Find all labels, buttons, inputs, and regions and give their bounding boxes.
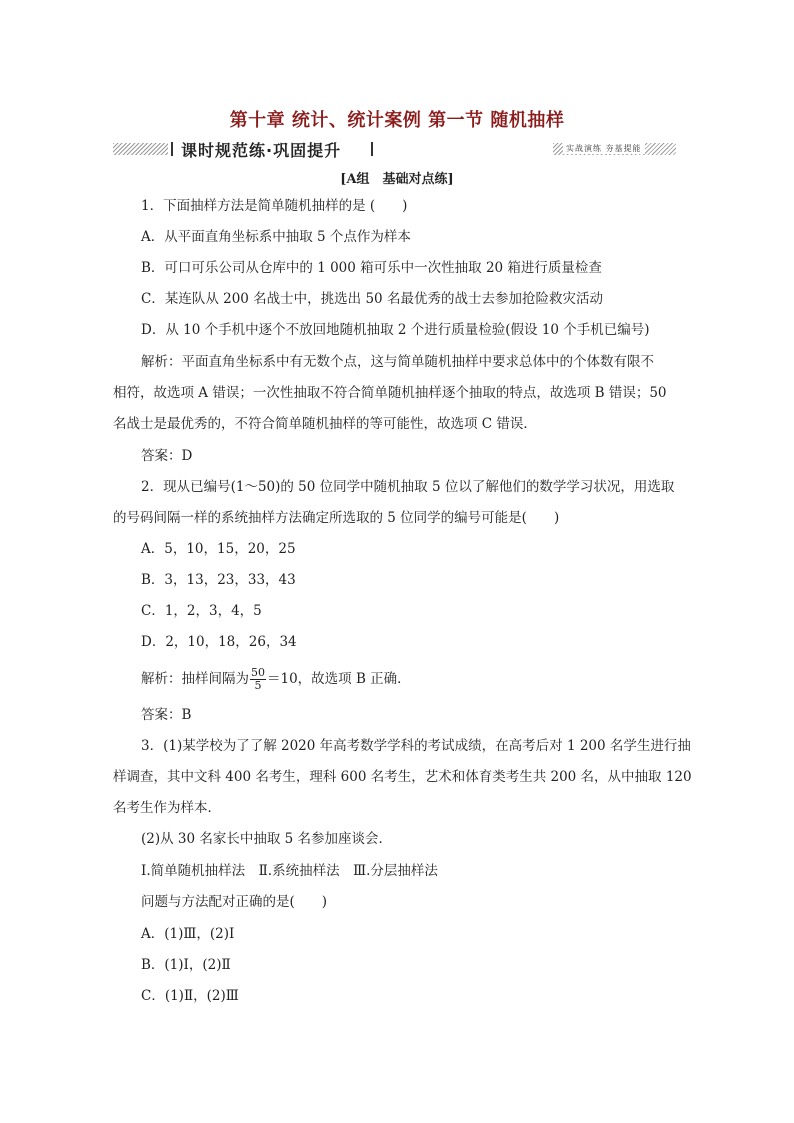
q1-analysis-line: 名战士是最优秀的，不符合简单随机抽样的等可能性，故选项 C 错误． — [113, 416, 537, 432]
q2-answer: 答案：B — [141, 707, 192, 723]
q1-option-a: A．从平面直角坐标系中抽取 5 个点作为样本 — [141, 229, 411, 245]
q2-option-d: D．2，10，18，26，34 — [141, 634, 297, 650]
banner-tag: 实战演练 夯基提能 — [563, 143, 645, 154]
q1-option-b: B．可口可乐公司从仓库中的 1 000 箱可乐中一次性抽取 20 箱进行质量检查 — [141, 260, 602, 276]
banner-hatch-left — [113, 143, 168, 155]
q1-option-c: C．某连队从 200 名战士中，挑选出 50 名最优秀的战士去参加抢险救灾活动 — [141, 291, 603, 307]
q2-option-b: B．3，13，23，33，43 — [141, 572, 296, 588]
q2-analysis — [141, 664, 411, 694]
q2-stem-line: 2．现从已编号(1～50)的 50 位同学中随机抽取 5 位以了解他们的数学学习状况，用选取 — [141, 479, 675, 495]
q1-answer: 答案：D — [141, 448, 193, 464]
q2-stem-line: 的号码间隔一样的系统抽样方法确定所选取的 5 位同学的编号可能是( ) — [113, 510, 560, 526]
fraction-denominator: 5 — [254, 679, 262, 692]
banner-bar-left — [171, 142, 173, 156]
q2-analysis-suffix: ＝10，故选项 B 正确． — [267, 671, 411, 687]
page-title: 第十章 统计、统计案例 第一节 随机抽样 — [229, 110, 565, 131]
q2-option-a: A．5，10，15，20，25 — [141, 541, 296, 557]
group-label: [A组 基础对点练] — [340, 172, 454, 187]
fraction-numerator: 50 — [251, 666, 265, 679]
q2-analysis-prefix: 解析：抽样间隔为 — [141, 671, 249, 687]
q1-stem: 1．下面抽样方法是简单随机抽样的是 ( ) — [141, 198, 408, 214]
q3-question: 问题与方法配对正确的是( ) — [141, 894, 328, 910]
q3-part2: (2)从 30 名家长中抽取 5 名参加座谈会． — [141, 831, 393, 847]
banner-label: 课时规范练·巩固提升 — [181, 141, 342, 160]
q3-stem-line: 样调查，其中文科 400 名考生，理科 600 名考生，艺术和体育类考生共 200 名，从中抽取 120 — [113, 769, 692, 785]
q3-stem-line: 名考生作为样本． — [113, 800, 221, 816]
banner-bar-right — [371, 142, 373, 156]
q3-option-b: B．(1)Ⅰ，(2)Ⅱ — [141, 957, 231, 973]
q1-option-d: D．从 10 个手机中逐个不放回地随机抽取 2 个进行质量检验(假设 10 个手机已编号) — [141, 322, 650, 338]
q1-analysis-line: 相符，故选项 A 错误；一次性抽取不符合简单随机抽样逐个抽取的特点，故选项 B 错误；50 — [113, 385, 667, 401]
q3-methods: Ⅰ.简单随机抽样法 Ⅱ.系统抽样法 Ⅲ.分层抽样法 — [141, 863, 438, 879]
q3-option-a: A．(1)Ⅲ，(2)Ⅰ — [141, 926, 235, 942]
q3-option-c: C．(1)Ⅱ，(2)Ⅲ — [141, 988, 239, 1004]
q2-option-c: C．1，2，3，4，5 — [141, 603, 262, 619]
fraction — [250, 667, 266, 692]
q1-analysis-line: 解析：平面直角坐标系中有无数个点，这与简单随机抽样中要求总体中的个体数有限不 — [141, 354, 654, 370]
section-banner — [113, 141, 676, 160]
q3-stem-line: 3．(1)某学校为了了解 2020 年高考数学学科的考试成绩，在高考后对 1 200 名学生进行抽 — [141, 738, 691, 754]
